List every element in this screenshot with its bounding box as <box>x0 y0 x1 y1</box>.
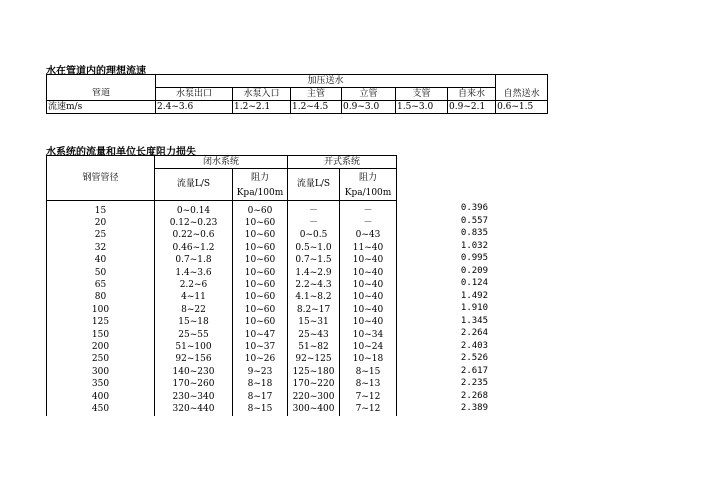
cell-of: 4.1~8.2 <box>288 292 340 304</box>
cell-cf: 1.4~3.6 <box>155 267 233 279</box>
cell-or: 10~40 <box>340 304 397 316</box>
cell-cf: 25~55 <box>155 329 233 341</box>
cell-of: 300~400 <box>288 403 340 415</box>
group-header-pressurized: 加压送水 <box>156 75 496 88</box>
cell-of: 125~180 <box>288 366 340 378</box>
cell-cf: 170~260 <box>155 378 233 390</box>
cell-cf: 15~18 <box>155 317 233 329</box>
cell-cr: 10~60 <box>233 279 288 291</box>
cell-velocity: 0.6~1.5 <box>496 101 548 114</box>
cell-of: 8.2~17 <box>288 304 340 316</box>
table-row <box>47 403 397 415</box>
cell-or: 10~18 <box>340 354 397 366</box>
extra-value: 0.124 <box>460 278 488 288</box>
cell-d: 450 <box>47 403 155 415</box>
cell-cf: 51~100 <box>155 341 233 353</box>
row-label-velocity: 流速m/s <box>47 101 156 114</box>
pipe-diameter-header: 钢管管径 <box>47 156 155 201</box>
cell-cf: 0.22~0.6 <box>155 230 233 242</box>
cell-cf: 2.2~6 <box>155 279 233 291</box>
table-row <box>47 317 397 329</box>
cell-cr: 10~60 <box>233 242 288 254</box>
cell-or: － <box>340 217 397 229</box>
cell-cf: 8~22 <box>155 304 233 316</box>
cell-of: 220~300 <box>288 391 340 403</box>
flow-resistance-table <box>46 155 397 416</box>
cell-cr: 8~17 <box>233 391 288 403</box>
table-row <box>47 205 397 217</box>
cell-velocity: 1.5~3.0 <box>396 101 448 114</box>
cell-of: 51~82 <box>288 341 340 353</box>
cell-velocity: 0.9~3.0 <box>342 101 396 114</box>
cell-cr: 10~37 <box>233 341 288 353</box>
table-row <box>47 329 397 341</box>
table-row <box>47 304 397 316</box>
cell-or: 10~40 <box>340 279 397 291</box>
cell-cf: 140~230 <box>155 366 233 378</box>
cell-cr: 8~15 <box>233 403 288 415</box>
cell-or: 7~12 <box>340 391 397 403</box>
cell-d: 125 <box>47 317 155 329</box>
table-row <box>47 292 397 304</box>
table-row <box>47 378 397 390</box>
cell-velocity: 1.2~4.5 <box>291 101 342 114</box>
cell-or: 10~40 <box>340 255 397 267</box>
col-header-pump-outlet: 水泵出口 <box>156 88 233 101</box>
extra-value: 2.617 <box>460 365 488 376</box>
cell-d: 200 <box>47 341 155 353</box>
cell-cr: 10~60 <box>233 217 288 229</box>
table-row <box>47 217 397 229</box>
cell-of: 0~0.5 <box>288 230 340 242</box>
cell-d: 20 <box>47 217 155 229</box>
cell-of: 92~125 <box>288 354 340 366</box>
cell-d: 32 <box>47 242 155 254</box>
open-flow-header: 流量L/S <box>288 169 340 201</box>
table-row <box>47 279 397 291</box>
cell-of: 0.5~1.0 <box>288 242 340 254</box>
col-header-pump-inlet: 水泵入口 <box>233 88 291 101</box>
cell-d: 350 <box>47 378 155 390</box>
table-row <box>47 341 397 353</box>
cell-velocity: 0.9~2.1 <box>448 101 496 114</box>
extra-value: 0.396 <box>460 203 488 213</box>
cell-of: 1.4~2.9 <box>288 267 340 279</box>
extra-value: 2.389 <box>460 403 488 413</box>
table-row <box>47 366 397 378</box>
cell-of: 2.2~4.3 <box>288 279 340 291</box>
cell-cf: 230~340 <box>155 391 233 403</box>
cell-of: 170~220 <box>288 378 340 390</box>
cell-cr: 10~60 <box>233 230 288 242</box>
section2-title: 水系统的流量和单位长度阻力损失 <box>46 147 196 158</box>
cell-cr: 9~23 <box>233 366 288 378</box>
table-row <box>47 354 397 366</box>
table-row <box>47 255 397 267</box>
col-header-tap-water: 自来水 <box>448 88 496 101</box>
cell-or: 7~12 <box>340 403 397 415</box>
cell-cf: 0.46~1.2 <box>155 242 233 254</box>
cell-cf: 4~11 <box>155 292 233 304</box>
open-resist-header: 阻力 <box>340 169 397 188</box>
col-header-riser: 立管 <box>342 88 396 101</box>
cell-or: 10~40 <box>340 317 397 329</box>
col-header-branch: 支管 <box>396 88 448 101</box>
cell-cr: 10~26 <box>233 354 288 366</box>
closed-system-header: 闭水系统 <box>155 156 288 169</box>
cell-d: 150 <box>47 329 155 341</box>
cell-or: 10~40 <box>340 292 397 304</box>
open-system-header: 开式系统 <box>288 156 397 169</box>
table-row <box>47 267 397 279</box>
cell-cf: 92~156 <box>155 354 233 366</box>
extra-value: 0.557 <box>460 215 488 226</box>
cell-d: 25 <box>47 230 155 242</box>
cell-d: 250 <box>47 354 155 366</box>
cell-of: 25~43 <box>288 329 340 341</box>
cell-cr: 10~47 <box>233 329 288 341</box>
blank-header-cell <box>47 75 156 88</box>
cell-cf: 0~0.14 <box>155 205 233 217</box>
cell-d: 40 <box>47 255 155 267</box>
row-header-pipe: 管道 <box>47 88 156 101</box>
col-header-natural: 自然送水 <box>496 75 548 101</box>
cell-cr: 10~60 <box>233 304 288 316</box>
extra-value: 2.235 <box>460 378 488 388</box>
cell-cf: 320~440 <box>155 403 233 415</box>
cell-cr: 0~60 <box>233 205 288 217</box>
extra-value: 1.910 <box>460 303 488 313</box>
cell-or: 8~13 <box>340 378 397 390</box>
closed-resist-unit: Kpa/100m <box>233 188 288 201</box>
extra-value: 2.264 <box>460 328 488 338</box>
ideal-velocity-table <box>46 74 548 114</box>
extra-value: 2.268 <box>460 390 488 401</box>
cell-velocity: 1.2~2.1 <box>233 101 291 114</box>
cell-cr: 10~60 <box>233 255 288 267</box>
cell-or: 10~24 <box>340 341 397 353</box>
cell-cr: 8~18 <box>233 378 288 390</box>
cell-cr: 10~60 <box>233 292 288 304</box>
cell-or: 11~40 <box>340 242 397 254</box>
extra-value: 2.403 <box>460 340 488 351</box>
extra-value: 0.995 <box>460 253 488 263</box>
cell-velocity: 2.4~3.6 <box>156 101 233 114</box>
section1-title: 水在管道内的理想流速 <box>46 66 146 77</box>
cell-cr: 10~60 <box>233 317 288 329</box>
extra-value: 0.209 <box>460 265 488 276</box>
extra-value: 1.032 <box>460 240 488 251</box>
extra-value: 1.345 <box>460 315 488 326</box>
cell-d: 15 <box>47 205 155 217</box>
col-header-main: 主管 <box>291 88 342 101</box>
cell-of: － <box>288 205 340 217</box>
closed-resist-header: 阻力 <box>233 169 288 188</box>
cell-cf: 0.7~1.8 <box>155 255 233 267</box>
table-row <box>47 230 397 242</box>
cell-or: 10~40 <box>340 267 397 279</box>
cell-or: － <box>340 205 397 217</box>
extra-value: 1.492 <box>460 290 488 301</box>
cell-d: 300 <box>47 366 155 378</box>
cell-of: 0.7~1.5 <box>288 255 340 267</box>
cell-cf: 0.12~0.23 <box>155 217 233 229</box>
cell-of: 15~31 <box>288 317 340 329</box>
cell-of: － <box>288 217 340 229</box>
cell-d: 400 <box>47 391 155 403</box>
open-resist-unit: Kpa/100m <box>340 188 397 201</box>
extra-value: 2.526 <box>460 353 488 363</box>
cell-d: 65 <box>47 279 155 291</box>
cell-d: 50 <box>47 267 155 279</box>
cell-or: 8~15 <box>340 366 397 378</box>
cell-d: 100 <box>47 304 155 316</box>
cell-or: 0~43 <box>340 230 397 242</box>
table-row <box>47 242 397 254</box>
cell-d: 80 <box>47 292 155 304</box>
table-row <box>47 391 397 403</box>
extra-value: 0.835 <box>460 228 488 238</box>
cell-or: 10~34 <box>340 329 397 341</box>
closed-flow-header: 流量L/S <box>155 169 233 201</box>
cell-cr: 10~60 <box>233 267 288 279</box>
